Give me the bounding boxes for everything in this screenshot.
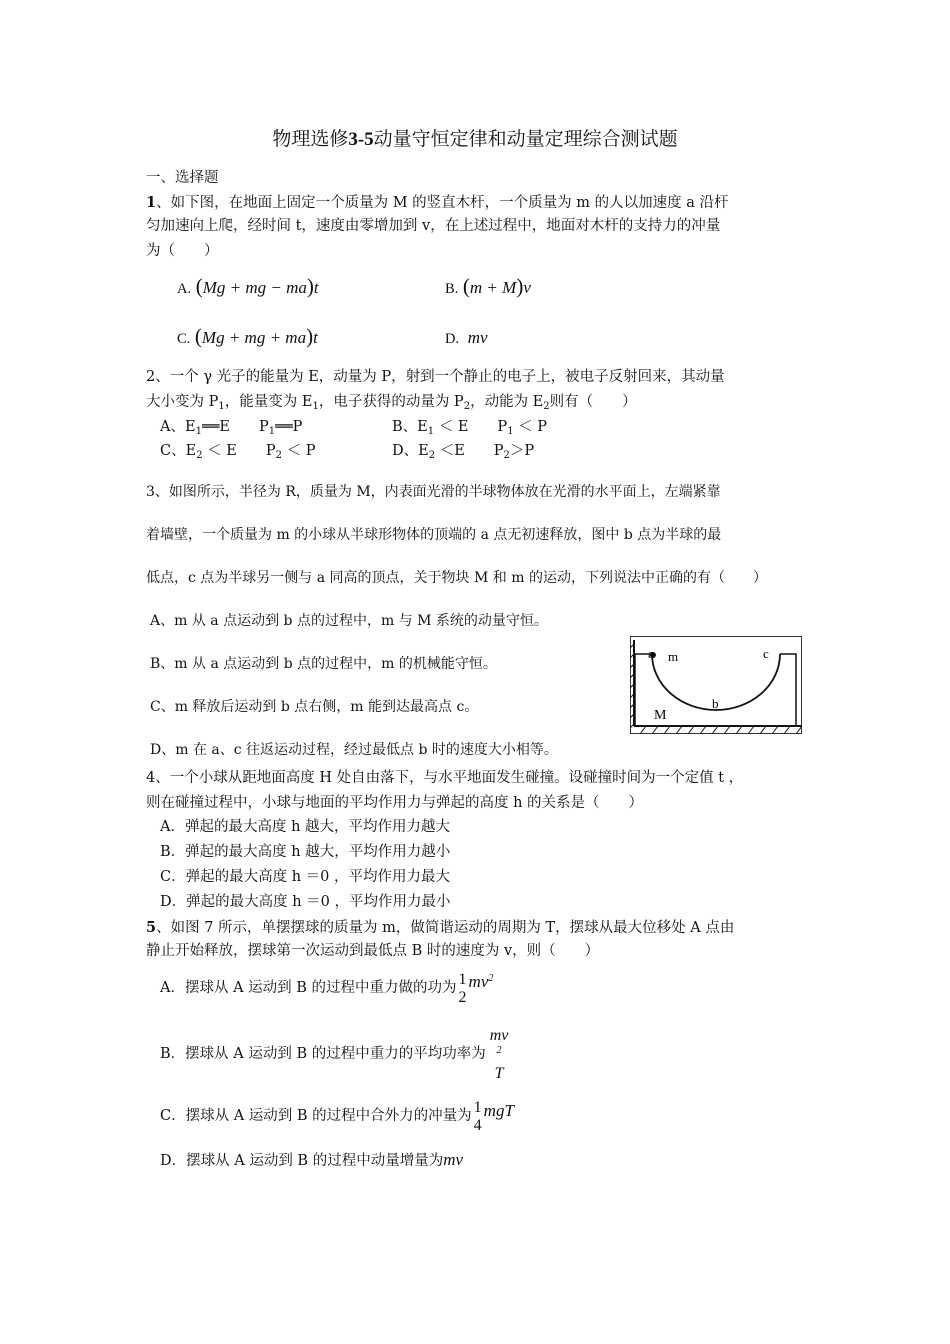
label-a: a [648, 646, 654, 661]
q3-option-c: C、m 释放后运动到 b 点右侧，m 能到达最高点 c。 [150, 699, 479, 715]
q1-option-b: B. (m + M)v [445, 274, 531, 298]
q1-number: 1 [146, 194, 157, 211]
q5-option-a-expr: mv [468, 971, 489, 991]
q2-line1: 2、一个 γ 光子的能量为 E，动量为 P，射到一个静止的电子上，被电子反射回来，其动量 [146, 369, 725, 385]
title-prefix: 物理选修 [272, 128, 349, 150]
q1-line1 [146, 194, 729, 212]
q5-option-d [160, 1150, 463, 1170]
q5-option-a [160, 966, 493, 1012]
fraction-denominator: T [494, 1064, 504, 1082]
q1-option-b-label: B. [445, 281, 459, 297]
fraction-numerator: mv [489, 1026, 509, 1044]
fraction-denominator: 2 [458, 989, 467, 1006]
q2-option-b: B、$E_1 < E$ $P_1 < P$ [392, 419, 548, 437]
fraction-one-quarter [474, 1099, 482, 1136]
q1-line3: 为（ ） [146, 243, 219, 259]
q3-option-b: B、m 从 a 点运动到 b 点的过程中，m 的机械能守恒。 [150, 656, 497, 672]
q5-option-a-sup: 2 [488, 972, 494, 984]
fraction-mv2-over-t [490, 1027, 509, 1083]
fraction-denominator: 4 [473, 1117, 482, 1134]
title-suffix: 动量守恒定律和动量定理综合测试题 [373, 128, 678, 150]
fraction-one-half [459, 971, 467, 1008]
q5-option-a-text: A．摆球从 A 运动到 B 的过程中重力做的功为 [160, 980, 457, 997]
q5-option-c [160, 1094, 514, 1140]
q1-option-a-expr: Mg + mg − ma [202, 278, 307, 297]
q1-option-d-label: D. [445, 331, 460, 347]
q2-line2: 大小变为 $P_1$，能量变为 $E_1$，电子获得的动量为 $P_2$，动能为 $E_2$则有（ ） [146, 394, 637, 412]
q4-option-d: D．弹起的最大高度 h ＝0 ，平均作用力最小 [160, 894, 451, 910]
fraction-numerator: 1 [458, 970, 467, 988]
q3-option-d: D、m 在 a、c 往返运动过程，经过最低点 b 时的速度大小相等。 [150, 742, 558, 758]
q5-option-d-expr: mv [443, 1150, 464, 1169]
q3-line1: 3、如图所示，半径为 R，质量为 M，内表面光滑的半球物体放在光滑的水平面上，左端紧靠 [146, 484, 721, 500]
q4-option-c: C．弹起的最大高度 h ＝0 ，平均作用力最大 [160, 869, 450, 885]
q2-option-a: A、$E_1══E$ $P_1══P$ [160, 419, 303, 437]
q5-line1-text: 、如图 7 所示，单摆摆球的质量为 m，做简谐运动的周期为 T，摆球从最大位移处 A 点由 [156, 920, 735, 936]
q1-option-c-label: C. [177, 331, 191, 347]
q5-line1 [146, 919, 734, 937]
q1-option-c-expr: Mg + mg + ma [201, 328, 307, 347]
q2-option-c: C、$E_2 < E$ $P_2 < P$ [160, 443, 316, 461]
q4-line2: 则在碰撞过程中，小球与地面的平均作用力与弹起的高度 h 的关系是（ ） [146, 795, 644, 811]
q5-number: 5 [146, 919, 157, 936]
fraction-numerator-sup: 2 [496, 1045, 502, 1057]
section-heading: 一、选择题 [146, 170, 219, 186]
q4-option-b: B．弹起的最大高度 h 越大，平均作用力越小 [160, 844, 451, 860]
q1-option-c-t: t [313, 328, 318, 347]
hemisphere-figure [630, 636, 802, 734]
label-b: b [712, 696, 719, 711]
q1-line2: 匀加速向上爬，经时间 t，速度由零增加到 v，在上述过程中，地面对木杆的支持力的冲量 [146, 218, 721, 234]
q5-option-c-expr: mgT [483, 1100, 514, 1120]
q1-option-a-t: t [313, 278, 319, 297]
q1-option-d [445, 328, 488, 348]
q5-option-b-text: B．摆球从 A 运动到 B 的过程中重力的平均功率为 [160, 1046, 486, 1063]
q2-option-d: D、$E_2 <E$ $P_2>P$ [392, 443, 535, 461]
q1-option-c: C. (Mg + mg + ma)t [177, 324, 318, 348]
fraction-numerator: 1 [473, 1098, 482, 1116]
q1-option-b-v: v [523, 278, 531, 297]
q5-line2: 静止开始释放，摆球第一次运动到最低点 B 时的速度为 v，则（ ） [146, 943, 600, 959]
q5-option-b [160, 1026, 509, 1082]
label-M: M [654, 708, 667, 723]
q1-option-b-expr: m + M [469, 278, 517, 297]
page-title [0, 124, 950, 151]
q1-option-a: A. (Mg + mg − ma)t [177, 274, 319, 298]
q5-option-c-text: C．摆球从 A 运动到 B 的过程中合外力的冲量为 [160, 1108, 472, 1125]
title-number: 3-5 [348, 129, 374, 150]
q3-line3: 低点，c 点为半球另一侧与 a 同高的顶点，关于物块 M 和 m 的运动，下列说法中正确的有（ ） [146, 570, 767, 586]
q5-option-d-text: D．摆球从 A 运动到 B 的过程中动量增量为 [160, 1153, 444, 1169]
q4-option-a: A．弹起的最大高度 h 越大，平均作用力越大 [160, 819, 451, 835]
q4-line1: 4、一个小球从距地面高度 H 处自由落下，与水平地面发生碰撞。设碰撞时间为一个定值 t ， [146, 770, 744, 786]
q1-option-d-expr: mv [467, 328, 488, 347]
label-m: m [668, 649, 679, 664]
q1-line1-text: 、如下图，在地面上固定一个质量为 M 的竖直木杆，一个质量为 m 的人以加速度 a 沿杆 [156, 195, 729, 211]
q3-option-a: A、m 从 a 点运动到 b 点的过程中，m 与 M 系统的动量守恒。 [150, 613, 548, 629]
label-c: c [763, 646, 769, 661]
q1-option-a-label: A. [177, 281, 192, 297]
q3-line2: 着墙壁，一个质量为 m 的小球从半球形物体的顶端的 a 点无初速释放，图中 b 点为半球的最 [146, 527, 722, 543]
